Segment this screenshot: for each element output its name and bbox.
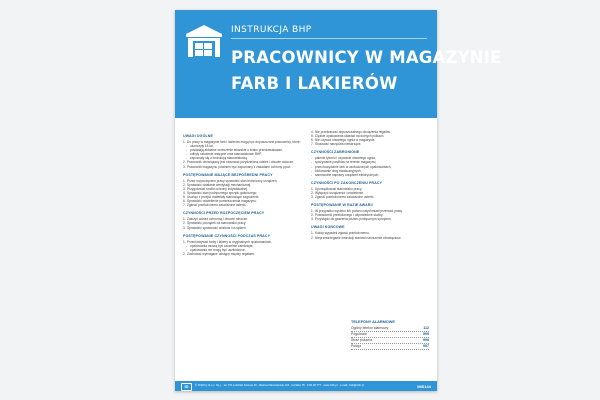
section-heading: UWAGI OGÓLNE — [183, 134, 213, 138]
item-text: Uporządkować stanowisko pracy. — [315, 186, 363, 191]
section-heading: CZYNNOŚCI ZABRONIONE — [311, 150, 360, 155]
item-text: Sprawdzić działanie wentylacji mechanicznej. — [187, 182, 252, 187]
item-number: 3. — [183, 186, 186, 191]
item-number: - — [311, 160, 313, 165]
item-number: 5. — [183, 195, 186, 200]
instruction-item — [183, 252, 301, 256]
item-number: 1. — [311, 209, 314, 214]
item-text: Przystąpić do gaszenia pożaru podręcznym sprzętem. — [315, 217, 392, 222]
item-number: 4. — [183, 190, 186, 195]
item-text: Stosować narzędzia nieiskrzące. — [315, 142, 362, 147]
item-number: 1. — [183, 178, 186, 183]
instruction-item — [311, 236, 429, 240]
item-number: - — [186, 144, 188, 149]
section-heading: CZYNNOŚCI PRZED ROZPOCZĘCIEM PRACY — [183, 211, 265, 216]
section-heading: CZYNNOŚCI PO ZAKOŃCZENIU PRACY — [311, 180, 383, 185]
instruction-item — [311, 142, 429, 146]
poster-header — [175, 10, 502, 118]
item-text: opakowania nie mogą być uszkodzone. — [190, 247, 246, 252]
item-text: Sprawdzić sprawność wózków i urządzeń. — [187, 225, 247, 230]
item-number: - — [311, 172, 313, 177]
left-column — [183, 130, 301, 256]
item-number: 7. — [183, 203, 186, 208]
item-number: - — [186, 152, 188, 157]
phone-number: 997 — [423, 344, 429, 348]
section-heading: UWAGI KOŃCOWE — [311, 225, 345, 230]
item-text: Zachować wymagane odstępy między regałami. — [187, 251, 255, 256]
item-text: Nieprzestrzeganie instrukcji stanowi naruszenie obowiązków. — [315, 235, 402, 240]
emergency-phones — [311, 320, 429, 350]
item-text: Pracownik obowiązany jest stosować przydzieloną odzież i obuwie robocze. — [187, 160, 295, 165]
instruction-item — [183, 203, 301, 207]
item-number: - — [186, 243, 188, 248]
item-number: 2. — [183, 160, 186, 165]
item-text: Do pracy w magazynie farb i lakierów mogą być dopuszczone pracownicy, które: — [187, 140, 301, 144]
item-number: 6. — [311, 138, 314, 143]
item-text: Nie używać otwartego ognia w magazynie. — [315, 138, 376, 143]
item-number: 2. — [311, 190, 314, 195]
item-number: 2. — [183, 251, 186, 256]
footer-text: © 2018 by Id s.c. Sp.j. · tel. 071 Łubiński Kolonia 20 - Zielona Mazowieckie 134 · tel./faks 78 · 9 00 00 777 · www.zisb.pl · e-mail: zisb@zisb.pl — [195, 384, 364, 387]
item-text: Usunąć z przejść materiały stanowiące zagrożenie. — [187, 195, 260, 200]
phone-label: Ogólny telefon alarmowy — [351, 326, 389, 330]
item-text: Nie przekraczać dopuszczalnego obciążenia regałów. — [315, 130, 391, 134]
item-number: 2. — [183, 182, 186, 187]
header-divider — [231, 38, 427, 39]
product-code: IMS144 — [417, 383, 431, 389]
item-number: - — [186, 247, 188, 252]
section-heading: POSTĘPOWANIE CZYNNOŚCI PODCZAS PRACY — [183, 233, 271, 238]
item-text: Zgłosić przełożonemu zauważone usterki. — [315, 195, 375, 200]
item-text: Sprawdzić porządek na stanowisku pracy. — [187, 221, 247, 226]
item-text: Założyć odzież ochronną i obuwie robocze. — [187, 217, 248, 222]
item-text: Przechowywać farby i lakiery w oryginalnych opakowaniach. — [187, 239, 273, 244]
instruction-item — [311, 195, 429, 199]
item-number: - — [186, 156, 188, 161]
item-text: Sprawdzić oświetlenie pomieszczenia magazynu. — [187, 199, 257, 204]
poster-title-line-1: PRACOWNICY W MAGAZYNIE — [231, 48, 502, 67]
section-heading: POSTĘPOWANIE MAJĄCE BEZPOŚREDNI PRACY — [183, 172, 273, 177]
item-text: blokowanie dróg ewakuacyjnych, — [315, 168, 362, 173]
instruction-item — [183, 226, 301, 230]
phone-label: Pogotowie — [351, 332, 367, 336]
item-number: - — [186, 148, 188, 153]
item-number: 3. — [311, 217, 314, 222]
instruction-item — [183, 165, 301, 169]
item-number: 2. — [311, 213, 314, 218]
item-text: posiadają aktualne orzeczenie lekarskie o braku przeciwwskazań, — [190, 148, 283, 153]
item-number: 4. — [311, 130, 314, 134]
item-number: - — [311, 156, 313, 161]
instruction-item — [311, 173, 429, 177]
item-number: 1. — [183, 239, 186, 244]
phone-number: 112 — [423, 326, 429, 330]
item-number: 1. — [183, 217, 186, 222]
publisher-logo: ID — [181, 383, 192, 391]
item-text: zapoznały się z instrukcją stanowiskową. — [190, 156, 248, 161]
item-number: 3. — [311, 195, 314, 200]
item-text: przechowywanie farb w uszkodzonych opakowaniach, — [315, 164, 392, 169]
item-text: Wyłączyć urządzenia i oświetlenie. — [315, 190, 365, 195]
instruction-body — [183, 130, 431, 376]
item-number: 2. — [311, 235, 314, 240]
item-number: 5. — [311, 134, 314, 139]
poster-title-line-2: FARB I LAKIERÓW — [231, 74, 398, 93]
phone-number: 998 — [423, 338, 429, 342]
item-text: samowolne naprawy urządzeń elektrycznych. — [315, 172, 380, 177]
instruction-poster — [175, 10, 502, 391]
item-text: W przypadku wycieku lub pożaru natychmiast przerwać pracę. — [315, 209, 404, 214]
right-column — [311, 130, 429, 240]
item-text: odbyły szkolenie wstępne oraz stanowiskowe BHP, — [190, 152, 262, 157]
item-number: - — [311, 164, 313, 169]
item-text: ukończyły 18 lat, — [190, 144, 214, 149]
item-number: 1. — [311, 186, 314, 191]
item-text: Powiadomić przełożonego i odpowiednie służby. — [315, 213, 384, 218]
item-text: Przygotować środki ochrony indywidualnej. — [187, 186, 248, 191]
item-text: spożywanie posiłków na terenie magazynu, — [315, 160, 377, 165]
item-number: 3. — [183, 225, 186, 230]
phone-number: 999 — [423, 332, 429, 336]
item-text: Pracownik magazynu powinien być zapoznany z zasadami ochrony ppoż. — [187, 164, 291, 169]
item-text: Sprawdzić stan podręcznego sprzętu gaśniczego. — [187, 190, 258, 195]
phone-list — [311, 326, 429, 350]
item-text: Każdy wypadek zgłosić przełożonemu. — [315, 231, 370, 236]
item-number: 2. — [183, 221, 186, 226]
phones-title: TELEFONY ALARMOWE — [351, 320, 395, 324]
item-text: palenie tytoniu i używanie otwartego ognia, — [315, 156, 376, 161]
item-number: - — [311, 168, 313, 173]
phone-row — [351, 344, 429, 350]
item-number: 3. — [183, 164, 186, 169]
warehouse-icon — [185, 24, 223, 58]
item-number: 1. — [311, 231, 314, 236]
poster-footer — [175, 381, 437, 391]
item-text: Zgłosić przełożonemu zauważone usterki. — [187, 203, 247, 208]
item-text: opakowania muszą być szczelnie zamknięte, — [190, 243, 254, 248]
item-number: 1. — [183, 140, 186, 144]
instruction-kicker: INSTRUKCJA BHP — [231, 25, 312, 35]
phone-label: Policja — [351, 344, 361, 348]
section-heading: POSTĘPOWANIE W RAZIE AWARII — [311, 203, 373, 208]
phone-label: Straż pożarna — [351, 338, 373, 342]
item-number: 7. — [311, 142, 314, 147]
item-text: Przed rozpoczęciem pracy sprawdzić stan techniczny urządzeń. — [187, 178, 278, 183]
item-text: Ciężkie opakowania układać na dolnych półkach. — [315, 134, 385, 139]
item-number: 6. — [183, 199, 186, 204]
instruction-item — [311, 217, 429, 221]
